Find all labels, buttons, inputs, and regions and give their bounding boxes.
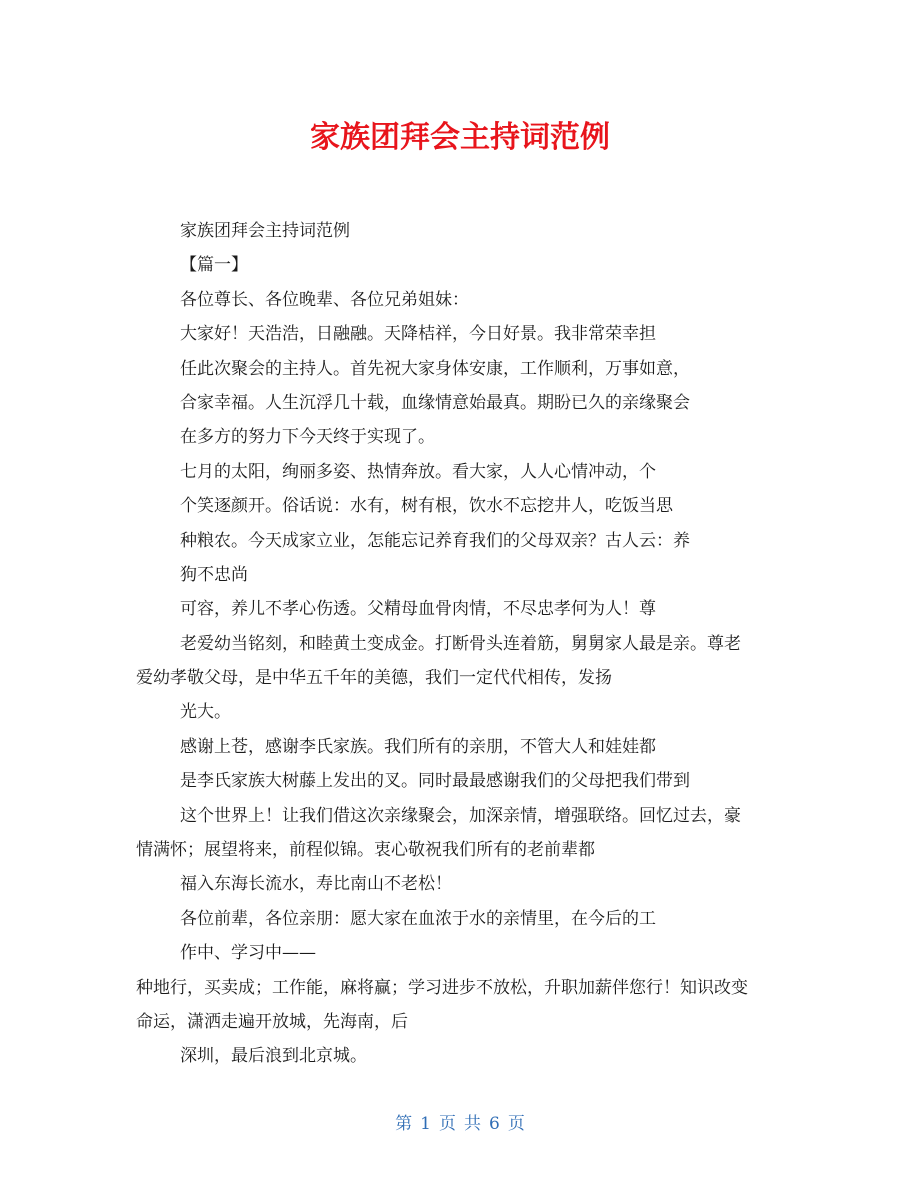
body-line: 作中、学习中—— [180, 943, 316, 964]
page-footer [0, 1112, 920, 1136]
body-line: 种粮农。今天成家立业，怎能忘记养育我们的父母双亲？古人云：养 [180, 530, 690, 551]
body-line: 各位前辈，各位亲朋：愿大家在血浓于水的亲情里，在今后的工 [180, 908, 656, 929]
body-line: 可容，养儿不孝心伤透。父精母血骨肉情，不尽忠孝何为人！尊 [180, 599, 656, 620]
document-title: 家族团拜会主持词范例 [310, 120, 610, 155]
body-line: 福入东海长流水，寿比南山不老松！ [180, 874, 452, 895]
body-line: 情满怀；展望将来，前程似锦。衷心敬祝我们所有的老前辈都 [136, 840, 595, 861]
body-line: 家族团拜会主持词范例 [180, 221, 350, 241]
body-line: 各位尊长、各位晚辈、各位兄弟姐妹： [180, 289, 469, 310]
body-line: 七月的太阳，绚丽多姿、热情奔放。看大家，人人心情冲动，个 [180, 461, 656, 482]
body-line: 种地行，买卖成；工作能，麻将赢；学习进步不放松，升职加薪伴您行！知识改变 [136, 977, 748, 998]
current-page-number: 1 [420, 1114, 431, 1134]
page-label-mid: 页 [439, 1114, 456, 1134]
page-label-prefix: 第 [395, 1114, 413, 1134]
body-line: 深圳，最后浪到北京城。 [180, 1046, 367, 1067]
body-line: 个笑逐颜开。俗话说：水有，树有根，饮水不忘挖井人，吃饭当思 [180, 496, 673, 517]
body-line: 【篇一】 [180, 255, 248, 276]
document-body [136, 214, 796, 1074]
body-line: 老爱幼当铭刻，和睦黄土变成金。打断骨头连着筋，舅舅家人最是亲。尊老 [180, 633, 741, 654]
body-line: 是李氏家族大树藤上发出的叉。同时最最感谢我们的父母把我们带到 [180, 771, 690, 792]
body-line: 狗不忠尚 [180, 564, 248, 585]
body-line: 命运，潇洒走遍开放城，先海南，后 [136, 1011, 408, 1032]
body-line: 这个世界上！让我们借这次亲缘聚会，加深亲情，增强联络。回忆过去，豪 [180, 805, 741, 826]
body-line: 在多方的努力下今天终于实现了。 [180, 427, 435, 448]
body-line: 爱幼孝敬父母，是中华五千年的美德，我们一定代代相传，发扬 [136, 668, 612, 689]
body-line: 任此次聚会的主持人。首先祝大家身体安康，工作顺利，万事如意， [180, 358, 690, 379]
total-label-suffix: 页 [507, 1114, 525, 1134]
total-label-prefix: 共 [464, 1114, 481, 1134]
body-line: 合家幸福。人生沉浮几十载，血缘情意始最真。期盼已久的亲缘聚会 [180, 392, 690, 413]
body-line: 光大。 [180, 702, 231, 723]
body-line: 感谢上苍，感谢李氏家族。我们所有的亲朋，不管大人和娃娃都 [180, 736, 656, 757]
total-page-number: 6 [489, 1114, 500, 1134]
body-line: 大家好！天浩浩，日融融。天降桔祥，今日好景。我非常荣幸担 [180, 324, 656, 345]
